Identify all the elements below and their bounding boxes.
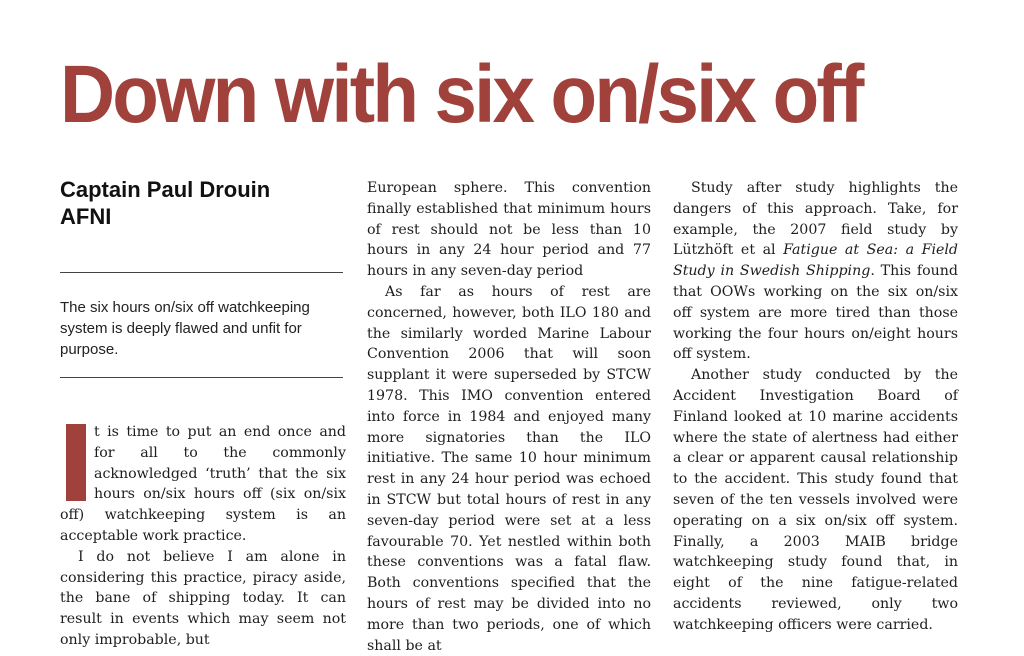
- byline: [60, 176, 350, 230]
- paragraph: t is time to put an end once and for all to the commonly acknowledged ‘truth’ that the six hours on/six hours off (six on/six off) watchkeeping system is an acceptable work practice.: [60, 424, 346, 544]
- study-title: Fatigue at Sea: a Field Study in Swedish Shipping: [673, 242, 958, 280]
- column-1: [60, 422, 346, 651]
- paragraph: As far as hours of rest are concerned, however, both ILO 180 and the similarly worded Marine Labour Convention 2006 that will soon supplant it were superseded by STCW 1978. This IMO convention entered into force in 1984 and enjoyed many more signatories than the ILO initiative. The same 10 hour minimum rest in any 24 hour period was echoed in STCW but total hours of rest in any seven-day period were set at a less favourable 70. Yet nestled within both these conventions was a fatal flaw. Both conventions specified that the hours of rest may be divided into no more than two periods, one of which shall be at: [367, 283, 651, 654]
- paragraph: Another study conducted by the Accident Investigation Board of Finland looked at 10 marine accidents where the state of alertness had either a clear or apparent causal relationship to the accident. This study found that seven of the ten vessels involved were operating on a six on/six off system. Finally, a 2003 MAIB bridge watchkeeping study found that, in eight of the nine fatigue-related accidents reviewed, only two watchkeeping officers were carried.: [673, 367, 958, 633]
- divider-top: [60, 272, 343, 273]
- paragraph: I do not believe I am alone in considering this practice, piracy aside, the bane of shipping today. It can result in events which may seem not only improbable, but: [60, 548, 346, 648]
- drop-cap: [66, 424, 86, 501]
- column-2: [367, 178, 651, 656]
- column-3: [673, 178, 958, 636]
- text-run: Study after study highlights the dangers of this approach. Take, for example, the 2007 field study by Lützhöft et al: [673, 180, 958, 259]
- standfirst: The six hours on/six off watchkeeping system is deeply flawed and unfit for purpose.: [60, 299, 310, 358]
- text-run: . This found that OOWs working on the six on/six off system are more tired than those working the four hours on/eight hours off system.: [673, 263, 958, 363]
- author-title: AFNI: [60, 204, 112, 229]
- headline: Down with six on/six off: [60, 49, 862, 140]
- divider-bottom: [60, 377, 343, 378]
- paragraph: [673, 178, 958, 365]
- author-name: Captain Paul Drouin: [60, 177, 271, 202]
- paragraph: European sphere. This convention finally established that minimum hours of rest should not be less than 10 hours in any 24 hour period and 77 hours in any seven-day period: [367, 180, 651, 280]
- opening-paragraph-wrap: [60, 422, 346, 547]
